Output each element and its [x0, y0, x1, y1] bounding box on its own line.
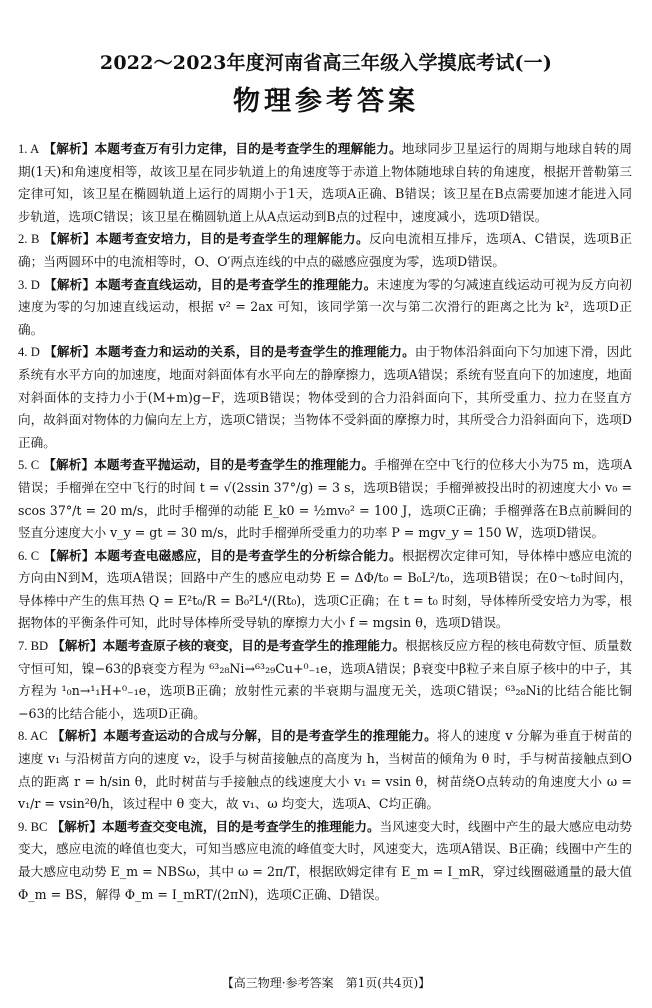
analysis-text: 反向电流相互排斥，选项A、C错误，选项B正确；当两圆环中的电流相等时，O、O′两点连线的中点的磁感应强度为零，选项D错误。: [18, 231, 632, 269]
analysis-text: 根据核反应方程的核电荷数守恒、质量数守恒可知，镍−63的β衰变方程为 ⁶³₂₈Ni→⁶³₂₉Cu+⁰₋₁e，选项A错误；β衰变中β粒子来自原子核中的中子，其方程为 ¹₀n→¹₁H+⁰₋₁e，选项B正确；放射性元素的半衰期与温度无关，选项C错误；⁶³₂₈Ni的比结合能比铜−63的比结合能小，选项D正确。: [18, 638, 633, 721]
analysis-lead: 本题考查万有引力定律，目的是考查学生的理解能力。: [94, 141, 402, 156]
analysis-tag: 【解析】: [43, 141, 95, 156]
analysis-tag: 【解析】: [43, 457, 95, 473]
answer-item: [18, 228, 632, 273]
answer-number: 3. D: [18, 277, 40, 292]
analysis-text: 根据楞次定律可知，导体棒中感应电流的方向由N到M，选项A错误；回路中产生的感应电动势 E = ΔΦ/t₀ = B₀L²/t₀，选项B错误；在0～t₀时间内，导体棒中产生的焦耳热 Q = E²t₀/R = B₀²L⁴/(Rt₀)，选项C正确；在 t = t₀ 时刻，导体棒所受安培力为零，根据物体的平衡条件可知，此时导体棒所受导轨的摩擦力大小 f = mgsin θ，选项D错误。: [18, 547, 633, 631]
answer-number: 2. B: [18, 232, 40, 247]
answer-number: 4. D: [18, 345, 40, 360]
analysis-lead: 本题考查运动的合成与分解，目的是考查学生的推理能力。: [103, 728, 437, 744]
analysis-text: 当风速变大时，线圈中产生的最大感应电动势变大，感应电流的峰值也变大，可知当感应电流的峰值变大时，风速变大，选项A错误、B正确；线圈中产生的最大感应电动势 E_m = NBSω，其中 ω = 2π/T，根据欧姆定律有 E_m = I_mR，穿过线圈磁通量的最大值 Φ_m = BS，解得 Φ_m = I_mRT/(2πN)，选项C正确、D错误。: [18, 818, 632, 902]
answer-number: 9. BC: [18, 819, 48, 834]
analysis-text: 将人的速度 v 分解为垂直于树苗的速度 v₁ 与沿树苗方向的速度 v₂，设手与树苗接触点的高度为 h，当树苗的倾角为 θ 时，手与树苗接触点到O点的距离 r = h/sin θ，此时树苗与手接触点的线速度大小 v₁ = vsin θ，树苗绕O点转动的角速度大小 ω = v₁/r = vsin²θ/h，该过程中 θ 变大，故 v₁、ω 均变大，选项A、C均正确。: [18, 728, 633, 812]
analysis-tag: 【解析】: [52, 638, 103, 654]
answer-item: [18, 725, 632, 815]
analysis-lead: 本题考查电磁感应，目的是考查学生的分析综合能力。: [94, 547, 402, 563]
analysis-lead: 本题考查原子核的衰变，目的是考查学生的推理能力。: [102, 638, 406, 654]
answer-item: [18, 635, 632, 725]
analysis-text: 由于物体沿斜面向下匀加速下滑，因此系统有水平方向的加速度，地面对斜面体有水平向左的静摩擦力，选项A错误；系统有竖直向下的加速度，地面对斜面体的支持力小于(M+m)g−F，选项B错误；物体受到的合力沿斜面向下，其所受重力、拉力在竖直方向，故斜面对物体的力偏向左上方，选项C错误；当物体不受斜面的摩擦力时，其所受合力沿斜面向下，选项D正确。: [18, 344, 633, 450]
page-title: 物理参考答案: [233, 86, 419, 117]
answer-item: [18, 274, 632, 342]
answer-number: 1. A: [18, 142, 40, 156]
answer-item: [18, 816, 632, 906]
analysis-tag: 【解析】: [43, 547, 95, 563]
answer-number: 8. AC: [18, 729, 48, 744]
analysis-text: 地球同步卫星运行的周期与地球自转的周期(1天)和角速度相等，故该卫星在同步轨道上的角速度等于赤道上物体随地球自转的角速度，根据开普勒第三定律可知，该卫星在椭圆轨道上运行的周期小于1天，选项A正确、B错误；该卫星在B点需要加速才能进入同步轨道，选项C错误；该卫星在椭圆轨道上从A点运动到B点的过程中，速度减小，选项D错误。: [18, 141, 633, 224]
analysis-tag: 【解析】: [44, 276, 96, 292]
analysis-tag: 【解析】: [43, 231, 96, 247]
answer-item: [18, 138, 632, 228]
answer-list: [18, 138, 632, 906]
analysis-tag: 【解析】: [44, 344, 96, 360]
answer-item: [18, 454, 632, 544]
answer-number: 5. C: [18, 458, 40, 473]
analysis-tag: 【解析】: [51, 728, 104, 744]
answer-number: 7. BD: [18, 639, 49, 654]
analysis-lead: 本题考查力和运动的关系，目的是考查学生的推理能力。: [95, 344, 415, 360]
analysis-lead: 本题考查直线运动，目的是考查学生的推理能力。: [95, 276, 377, 292]
page-footer: 【高三物理·参考答案 第1页(共4页)】: [221, 976, 431, 990]
answer-item: [18, 341, 632, 454]
analysis-lead: 本题考查平抛运动，目的是考查学生的推理能力。: [94, 457, 375, 473]
answer-item: [18, 545, 632, 635]
analysis-tag: 【解析】: [51, 818, 102, 834]
analysis-text: 手榴弹在空中飞行的位移大小为75 m，选项A错误；手榴弹在空中飞行的时间 t = √(2ssin 37°/g) = 3 s，选项B错误；手榴弹被投出时的初速度大小 v₀ = scos 37°/t = 20 m/s，此时手榴弹的动能 E_k0 = ½mv₀² = 100 J，选项C正确；手榴弹落在B点前瞬间的竖直分速度大小 v_y = gt = 30 m/s，此时手榴弹所受重力的功率 P = mgv_y = 150 W，选项D错误。: [18, 457, 632, 541]
analysis-lead: 本题考查交变电流，目的是考查学生的推理能力。: [101, 818, 380, 834]
answer-number: 6. C: [18, 548, 40, 563]
analysis-text: 末速度为零的匀减速直线运动可视为反方向初速度为零的匀加速直线运动，根据 v² = 2ax 可知，该同学第一次与第二次滑行的距离之比为 k²，选项D正确。: [18, 276, 633, 337]
analysis-lead: 本题考查安培力，目的是考查学生的理解能力。: [95, 231, 370, 247]
exam-title: 2022～2023年度河南省高三年级入学摸底考试(一): [99, 52, 553, 74]
